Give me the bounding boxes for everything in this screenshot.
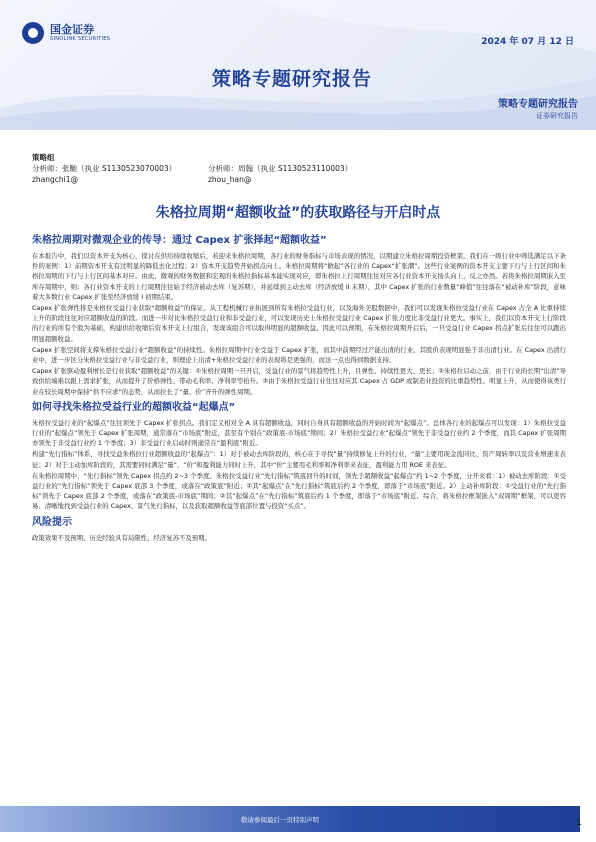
section-1-paragraph: 在本报告中，我们以资本开支为核心，探讨在供给持续收缩后，若迎来朱格拉周期，各行业的财务指标与市场表现的情况，以期建立朱格拉周期投资框架。我们在一级行业中筛选满足以下条件的案例：1）前期资本开支有过明显的降低去化过程；2）资本开支趋势开始拐点向上。朱格拉周期将“掀起”各行业的 Capex“扩张潮”。这些行业案例的资本开支主要下行与上行区间和朱格拉周期的下行与上行区间基本对应。由此，微观的财务数据和宏观的朱格拉指标基本能实现对应，即朱格拉上行周期往往对应各行业资本开支扬头向上，反之亦然。若将朱格拉周期嵌入至库存周期中，则：各行业资本开支的上行周期往往始于经济被动去库（复苏期），并延续到主动去库（经济放缓 II 末期），其中 Capex 扩张的行业数量“峰值”往往落在“被动补库”阶段，意味着大多数行业 Capex 扩张至经济放缓 I 初期结束。 — [32, 252, 566, 301]
section-1-paragraph: Capex 扩张驱动盈利增长是行业获取“超额收益”的关键：①朱格拉周期一旦开启，受益行业的景气将趋势性上升，且弹性、持续性更大、更长；②朱格拉启动之前，由于行业的长期“出清”导致供给端难以跟上需求扩张，从而提升了价格弹性、带动毛利率、净利率等抬升。③由于朱格拉受益行业往往对应其 Capex 占 GDP 或制造业投资的比重趋势性、明显上升，从而使得该类行业在较长周期中保持“供不应求”的态势，从而拉长了“量、价”齐升的弹性周期。 — [32, 367, 566, 396]
section-2-paragraph: 朱格拉受益行业的“起爆点”往往领先于 Capex 扩张拐点。我们定义相对全 A 具有超额收益，同时自身具有超额收益的开始时间为“起爆点”。总体各行业的起爆点可以发现：1）朱格拉受益行业的“起爆点”领先于 Capex 扩张周期，通常落在“市场底”附近，甚至有个别在“政策底-市场底”期间；2）朱格拉受益行业“起爆点”领先于非受益行业约 2 个季度，而其 Capex 扩张周期亦领先于非受益行业约 1 个季度；3）非受益行业启动时则通常在“盈利底”附近。 — [32, 418, 566, 448]
section-2-paragraph: 构建“先行指标”体系，寻找受益朱格拉行业超额收益的“起爆点”：1）对于被动去库阶段的，核心在于寻找“量”持续修复上升的行业，“量”主要用现金流同比、资产周转率以及营业增速来表征；2）对于主动加库阶段的，其需要同时满足“量”、“价”和盈利能力同时上升，其中“价”主要用毛利率和净利率来表征，盈利能力用 ROE 来表征。 — [32, 450, 566, 469]
report-date: 2024 年 07 月 12 日 — [481, 37, 574, 47]
page-number: 1 — [576, 818, 582, 828]
risk-paragraph: 政策效果不及预期、历史经验具有局限性、经济复苏不及预期。 — [32, 533, 211, 542]
logo-english-name: SINOLINK SECURITIES — [50, 35, 111, 42]
team-name: 策略组 — [32, 153, 55, 162]
report-type: 策略专题研究报告 — [498, 99, 578, 110]
section-heading-3: 风险提示 — [32, 516, 72, 528]
logo-name: 国金证券 — [50, 22, 94, 36]
analyst-1-name: 分析师：张馳（执业 S1130523070003） — [32, 164, 177, 173]
section-1-paragraph: Capex 扩张空间将支撑朱格拉受益行业“超额收益”的持续性。朱格拉周期中行业受益于 Capex 扩张，而其中前期经过产能出清的行业，其股价表现明显强于非出清行业。在 Capex 出清行业中，进一步区分朱格拉受益行业与非受益行业，则理论上出清+朱格拉受益行业的表现将是更强的，而这一点也得到数据支持。 — [32, 345, 566, 365]
analyst-2-name: 分析师：周翰（执业 S1130523110003） — [208, 164, 353, 173]
analyst-1-email[interactable]: zhangchi1@ — [32, 175, 79, 184]
report-subtype: 证券研究报告 — [536, 112, 578, 120]
company-logo — [22, 22, 110, 44]
section-1-paragraph: Capex 扩张弹性将是朱格拉受益行业获取“超额收益”的保证。从工程机械行业拓展到所有朱格拉受益行业，以及海外美股数据中，我们可以发现朱格拉受益行业在 Capex 占全 A 比重持续上升的阶段往往对应超额收益的阶段。而进一步对比朱格拉受益行业和非受益行业，可以发现历史上朱格拉受益行业 Capex 扩张力度比非受益行业更大。事实上，我们以资本开支上行阶段的行业的所有个股为基础，构建供给收缩后资本开支上行组合，发现该组合可以取得明显的超额收益。因此可以预期，在朱格拉周期开启后，一旦受益行业 Capex 拐点扩张后往往可以跑出明显超额收益。 — [32, 304, 566, 343]
analyst-block — [32, 152, 572, 185]
report-body — [32, 234, 566, 544]
section-heading-1: 朱格拉周期对微观企业的传导：通过 Capex 扩张择起“超额收益” — [32, 235, 327, 246]
logo-icon — [22, 22, 44, 44]
footer-disclaimer: 敬请参阅最后一页特别声明 — [241, 816, 319, 824]
analyst-2-email[interactable]: zhou_han@ — [208, 175, 252, 184]
section-heading-2: 如何寻找朱格拉受益行业的超额收益“起爆点” — [32, 401, 236, 413]
report-title: 策略专题研究报告 — [212, 68, 373, 90]
document-title: 朱格拉周期“超额收益”的获取路径与开启时点 — [155, 205, 441, 221]
report-header — [0, 0, 596, 130]
section-2-paragraph: 在朱格拉周期中，“先行指标”领先 Capex 拐点约 2~3 个季度。朱格拉受益行业“先行指标”筑底回升的时间，领先于超额收益“起爆点”约 1~2 个季度，分开来看：1）被动去库阶段：①受益行业的“先行指标”领先于 Capex 底部 3 个季度，或落在“政策底”附近；②其“起爆点”在“先行指标”筑底后约 2 个季度，即落于“市场底”附近。2）主动补库阶段：①受益行业的“先行指标”领先于 Capex 底部 2 个季度，或落在“政策底-市场底”期间；②其“起爆点”在“先行指标”筑底后约 1 个季度，即落于“市场底”附近。综合，将朱格拉框架嵌入“双周期”框架，可以更容易、清晰地找到受益行业的 Capex、景气先行指标，以及获取超额收益等底部位置与投资“买点”。 — [32, 471, 566, 511]
